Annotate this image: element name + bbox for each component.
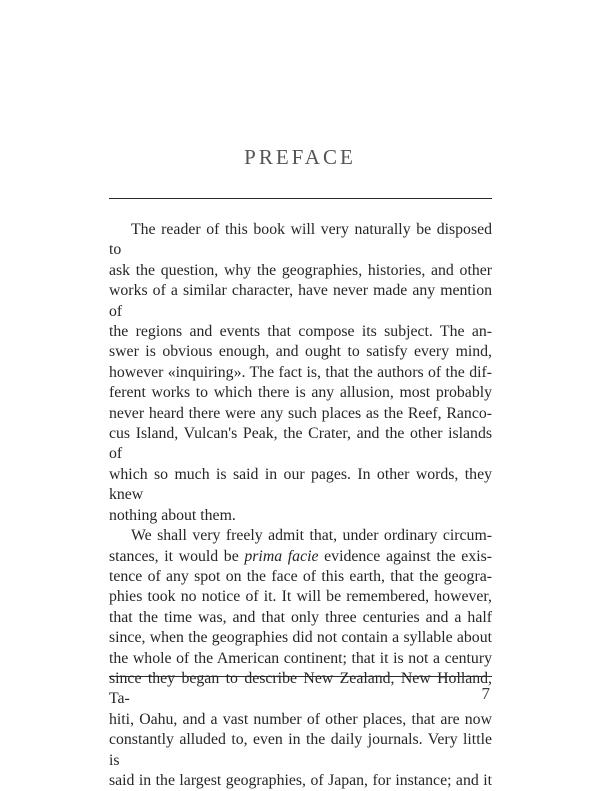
text-line: since, when the geographies did not contain a syllable about <box>109 629 492 647</box>
text-line: however «inquiring». The fact is, that the authors of the dif- <box>109 363 492 381</box>
body-text <box>109 220 492 791</box>
text-line <box>109 547 492 567</box>
text-line: since they began to describe New Zealand, New Holland, Ta- <box>109 669 492 708</box>
text-run: evidence against the exis- <box>318 547 493 565</box>
text-line: ferent works to which there is any allusion, most probably <box>109 384 492 402</box>
chapter-title: PREFACE <box>244 145 356 169</box>
text-line: hiti, Oahu, and a vast number of other places, that are now <box>109 710 492 728</box>
paragraph-1 <box>109 220 492 526</box>
text-line: constantly alluded to, even in the daily journals. Very little is <box>109 731 492 769</box>
text-line: ask the question, why the geographies, histories, and other <box>109 261 492 279</box>
text-line: We shall very freely admit that, under ordinary circum- <box>131 527 492 545</box>
text-line: the regions and events that compose its subject. The an- <box>109 323 492 341</box>
text-line: never heard there were any such places as the Reef, Ranco- <box>109 404 492 422</box>
text-line: works of a similar character, have never made any mention of <box>109 282 492 320</box>
text-line: phies took no notice of it. It will be remembered, however, <box>109 588 492 606</box>
bottom-rule <box>109 676 492 677</box>
text-run: stances, it would be <box>109 547 245 565</box>
text-line: nothing about them. <box>109 506 236 524</box>
text-line: The reader of this book will very naturally be disposed to <box>109 221 492 259</box>
text-line: said in the largest geographies, of Japan, for instance; and it <box>109 771 492 789</box>
text-line: the whole of the American continent; that it is not a century <box>109 649 492 667</box>
top-rule <box>109 198 492 199</box>
page-number: 7 <box>481 684 490 703</box>
text-line: tence of any spot on the face of this earth, that the geogra- <box>109 567 492 585</box>
text-line: cus Island, Vulcan's Peak, the Crater, and the other islands of <box>109 425 492 463</box>
text-line: that the time was, and that only three centuries and a half <box>109 608 492 626</box>
text-line: which so much is said in our pages. In other words, they knew <box>109 465 492 504</box>
italic-phrase: prima facie <box>244 547 319 565</box>
paragraph-2 <box>109 526 492 791</box>
text-line: swer is obvious enough, and ought to satisfy every mind, <box>109 343 492 361</box>
